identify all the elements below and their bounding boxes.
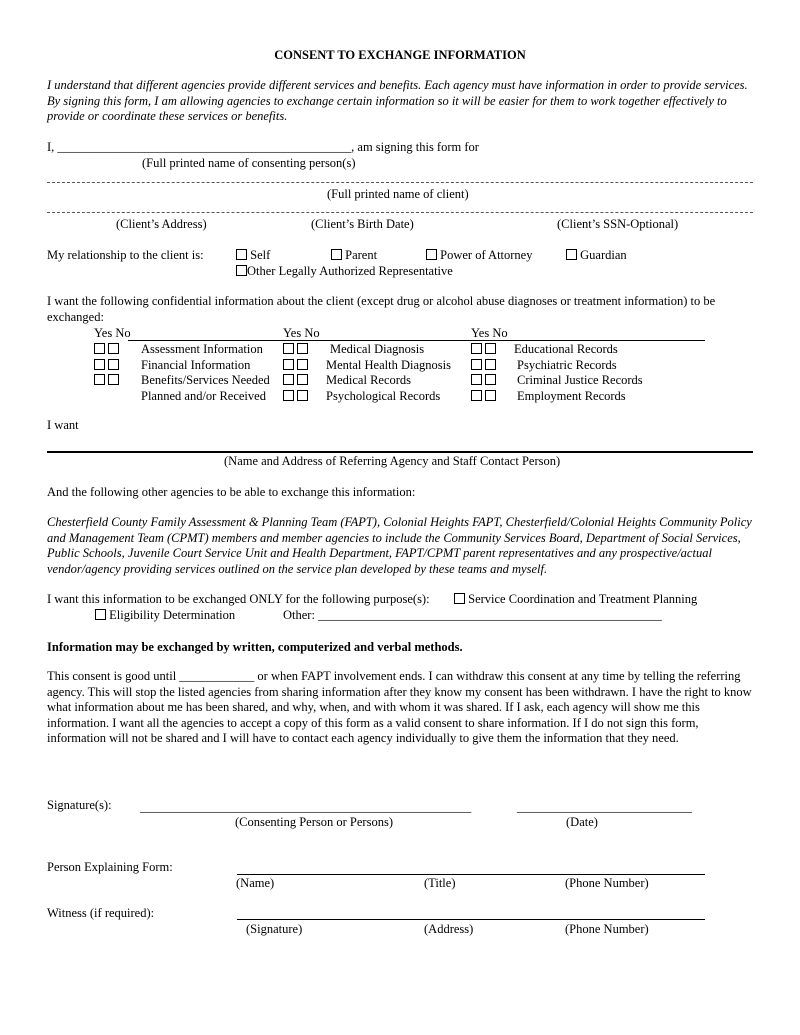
checkbox[interactable] (426, 249, 437, 260)
explaining-name-caption: (Name) (236, 876, 275, 890)
info-label: Planned and/or Received (141, 389, 266, 403)
witness-label: Witness (if required): (47, 906, 155, 920)
explaining-title-caption: (Title) (424, 876, 456, 890)
yes-checkbox[interactable] (283, 343, 294, 354)
info-row-criminal-justice[interactable] (471, 373, 496, 388)
purpose-other-field[interactable]: Other: _______________________________________________________ (283, 608, 662, 622)
consent-paragraph: This consent is good until ____________ or when FAPT involvement ends. I can withdraw this consent at any time by telling the referring agency. This will stop the listed agencies from sharing information after they know my consent has been withdrawn. I have the right to know what information about me has been shared, and why, when, and with whom it was shared. If I ask, each agency will show me this information. I want all the agencies to accept a copy of this form as a valid consent to share information. If I do not sign this form, information will not be shared and I will have to contact each agency individually to give them the information that they need. (47, 669, 752, 746)
info-label: Medical Diagnosis (330, 342, 425, 356)
header-rule (128, 340, 705, 341)
info-label: Medical Records (326, 373, 412, 387)
referring-agency-caption: (Name and Address of Referring Agency and Staff Contact Person) (224, 454, 561, 468)
client-details-field[interactable] (47, 212, 753, 213)
info-label: Psychological Records (326, 389, 441, 403)
checkbox[interactable] (95, 609, 106, 620)
yes-checkbox[interactable] (94, 374, 105, 385)
no-checkbox[interactable] (108, 374, 119, 385)
info-label: Psychiatric Records (517, 358, 617, 372)
date-field[interactable]: ____________________________ (517, 800, 692, 814)
client-address-caption: (Client’s Address) (116, 217, 207, 231)
client-name-field[interactable] (47, 182, 753, 183)
witness-signature-caption: (Signature) (246, 922, 303, 936)
agencies-paragraph: Chesterfield County Family Assessment & Planning Team (FAPT), Colonial Heights FAPT, Chesterfield/Colonial Heights Community Policy and Management Team (CPMT) members and member agencies to include the Community Services Board, Department of Social Services, Public Schools, Juvenile Court Service Unit and Health Department, FAPT/CPMT parent representatives and any prospective/actual vendor/agency providing services outlined on the service plan developed by these teams and myself. (47, 515, 752, 576)
methods-statement: Information may be exchanged by written, computerized and verbal methods. (47, 640, 463, 654)
relationship-label: My relationship to the client is: (47, 248, 204, 262)
witness-field[interactable] (237, 919, 705, 920)
relationship-parent[interactable]: Parent (331, 248, 377, 263)
purpose-eligibility[interactable]: Eligibility Determination (95, 608, 235, 623)
other-agencies-label: And the following other agencies to be able to exchange this information: (47, 485, 416, 499)
info-row-mental-health[interactable] (283, 358, 308, 373)
info-row-psychiatric[interactable] (471, 358, 496, 373)
info-label: Financial Information (141, 358, 251, 372)
yes-checkbox[interactable] (283, 374, 294, 385)
no-checkbox[interactable] (485, 390, 496, 401)
signature-label: Signature(s): (47, 798, 112, 812)
checkbox[interactable] (236, 265, 247, 276)
consenting-person-caption: (Full printed name of consenting person(s) (142, 156, 356, 170)
yes-checkbox[interactable] (94, 359, 105, 370)
no-checkbox[interactable] (108, 359, 119, 370)
checkbox[interactable] (236, 249, 247, 260)
yes-no-header: Yes No (283, 326, 320, 340)
info-label: Employment Records (517, 389, 626, 403)
yes-checkbox[interactable] (471, 359, 482, 370)
explaining-field[interactable] (237, 874, 705, 875)
date-caption: (Date) (566, 815, 598, 829)
checkbox[interactable] (566, 249, 577, 260)
relationship-guardian[interactable]: Guardian (566, 248, 627, 263)
checkbox[interactable] (454, 593, 465, 604)
no-checkbox[interactable] (297, 390, 308, 401)
intro-paragraph: I understand that different agencies provide different services and benefits. Each agency must have information in order to provide services. By signing this form, I am allowing agencies to exchange certain information so it will be easier for them to work together effectively to provide or coordinate these services or benefits. (47, 78, 748, 124)
i-want-label: I want (47, 418, 79, 432)
no-checkbox[interactable] (297, 359, 308, 370)
yes-checkbox[interactable] (283, 359, 294, 370)
info-label: Assessment Information (141, 342, 263, 356)
info-row-assessment[interactable] (94, 342, 119, 357)
no-checkbox[interactable] (108, 343, 119, 354)
explaining-label: Person Explaining Form: (47, 860, 173, 874)
info-row-educational[interactable] (471, 342, 496, 357)
purpose-label: I want this information to be exchanged ONLY for the following purpose(s): (47, 592, 430, 606)
info-row-financial[interactable] (94, 358, 119, 373)
referring-agency-field[interactable] (47, 451, 753, 453)
purpose-service-coordination[interactable]: Service Coordination and Treatment Planning (454, 592, 697, 607)
info-row-medical-records[interactable] (283, 373, 308, 388)
yes-no-header: Yes No (94, 326, 131, 340)
info-row-psychological[interactable] (283, 389, 308, 404)
relationship-other[interactable]: Other Legally Authorized Representative (236, 264, 453, 279)
info-label: Criminal Justice Records (517, 373, 643, 387)
consenting-person-line[interactable]: I, _______________________________________________, am signing this form for (47, 140, 479, 154)
signature-caption: (Consenting Person or Persons) (235, 815, 393, 829)
checkbox[interactable] (331, 249, 342, 260)
no-checkbox[interactable] (297, 374, 308, 385)
yes-checkbox[interactable] (471, 343, 482, 354)
info-label: Mental Health Diagnosis (326, 358, 451, 372)
yes-no-header: Yes No (471, 326, 508, 340)
no-checkbox[interactable] (485, 343, 496, 354)
relationship-self[interactable]: Self (236, 248, 270, 263)
signature-field[interactable]: _____________________________________________________ (140, 800, 472, 814)
info-statement: I want the following confidential information about the client (except drug or alcohol abuse diagnoses or treatment information) to be exchanged: (47, 294, 716, 324)
client-name-caption: (Full printed name of client) (327, 187, 469, 201)
no-checkbox[interactable] (485, 374, 496, 385)
witness-address-caption: (Address) (424, 922, 474, 936)
yes-checkbox[interactable] (471, 374, 482, 385)
relationship-power-of-attorney[interactable]: Power of Attorney (426, 248, 532, 263)
info-label: Educational Records (514, 342, 618, 356)
client-ssn-caption: (Client’s SSN-Optional) (557, 217, 679, 231)
info-row-medical-diagnosis[interactable] (283, 342, 308, 357)
explaining-phone-caption: (Phone Number) (565, 876, 649, 890)
yes-checkbox[interactable] (94, 343, 105, 354)
info-row-benefits[interactable] (94, 373, 119, 388)
no-checkbox[interactable] (485, 359, 496, 370)
client-birth-date-caption: (Client’s Birth Date) (311, 217, 414, 231)
info-row-employment[interactable] (471, 389, 496, 404)
no-checkbox[interactable] (297, 343, 308, 354)
witness-phone-caption: (Phone Number) (565, 922, 649, 936)
yes-checkbox[interactable] (283, 390, 294, 401)
yes-checkbox[interactable] (471, 390, 482, 401)
info-label: Benefits/Services Needed (141, 373, 270, 387)
form-title: CONSENT TO EXCHANGE INFORMATION (274, 48, 526, 62)
